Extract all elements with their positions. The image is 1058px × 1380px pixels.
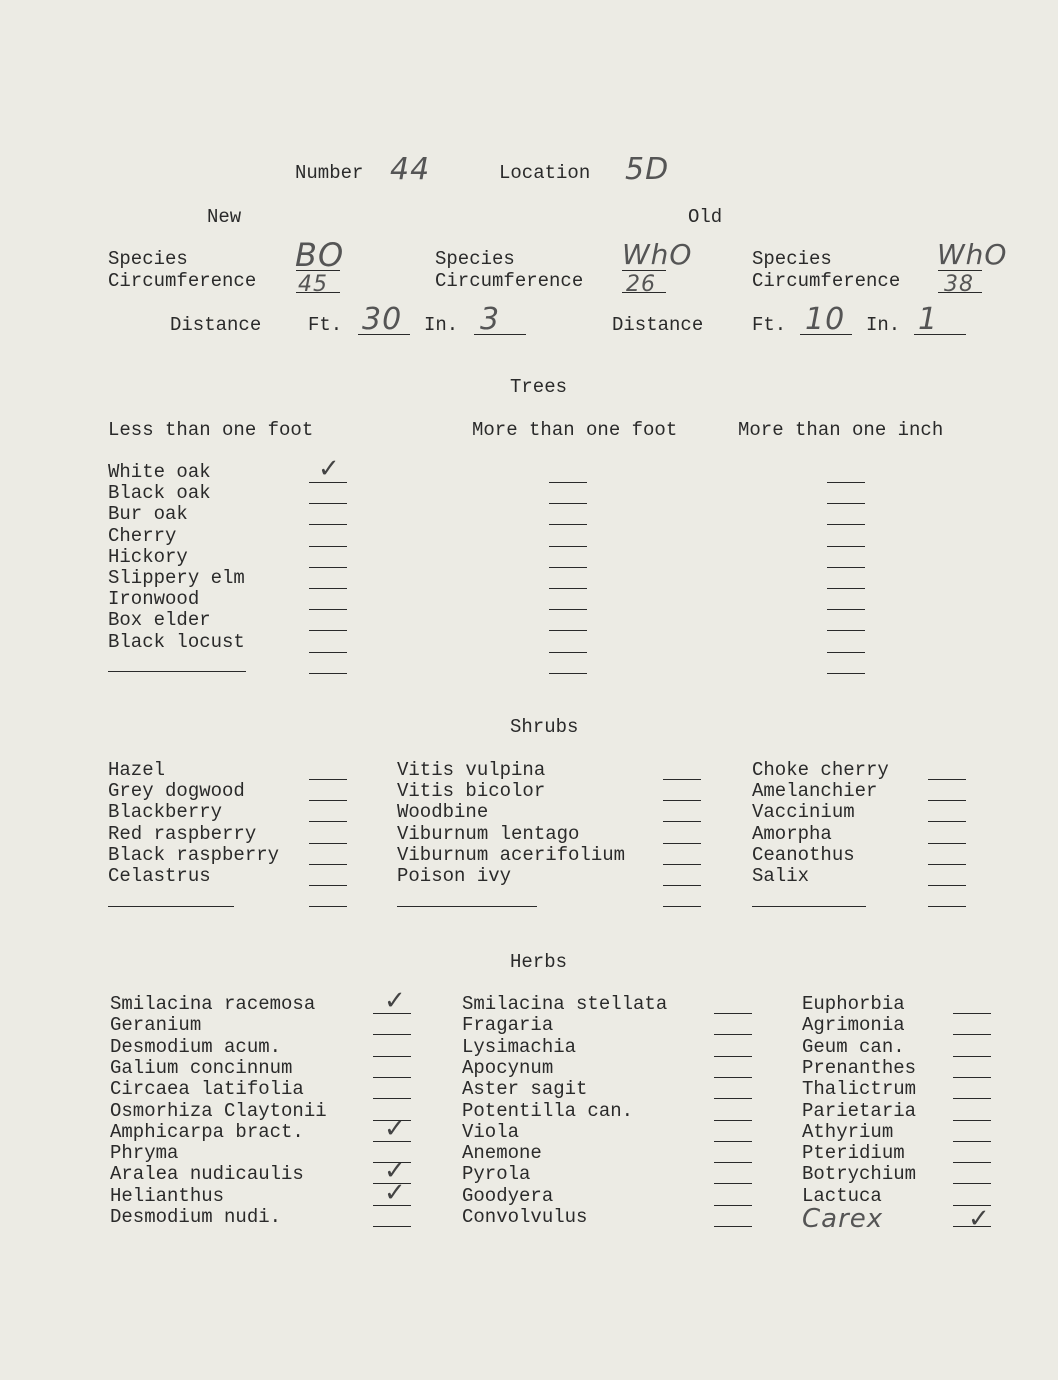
entry-blank[interactable] — [373, 1098, 411, 1099]
herb-species-label: Pyrola — [462, 1163, 531, 1185]
entry-blank[interactable] — [827, 652, 865, 653]
entry-blank[interactable] — [309, 609, 347, 610]
write-in-line[interactable] — [752, 906, 866, 907]
herb-species-label: Geranium — [110, 1014, 202, 1036]
entry-blank[interactable] — [663, 864, 701, 865]
shrub-species-label: Poison ivy — [397, 865, 512, 887]
entry-blank[interactable] — [827, 588, 865, 589]
entry-blank[interactable] — [953, 1013, 991, 1014]
entry-blank[interactable] — [309, 567, 347, 568]
tree-species-label: Black locust — [108, 631, 245, 653]
herb-species-label: Athyrium — [802, 1121, 894, 1143]
herb-species-label: Galium concinnum — [110, 1057, 293, 1079]
write-in-line[interactable] — [397, 906, 537, 907]
entry-blank[interactable] — [549, 673, 587, 674]
entry-blank[interactable] — [663, 885, 701, 886]
entry-blank[interactable] — [714, 1141, 752, 1142]
new-in-label: In. — [424, 314, 459, 336]
entry-blank[interactable] — [714, 1077, 752, 1078]
new-in-value: 3 — [480, 302, 501, 337]
shrub-species-label: Vitis bicolor — [397, 780, 546, 802]
write-in-line[interactable] — [108, 906, 234, 907]
entry-blank[interactable] — [953, 1077, 991, 1078]
herb-species-label: Helianthus — [110, 1185, 225, 1207]
herb-species-label: Osmorhiza Claytonii — [110, 1100, 327, 1122]
entry-blank[interactable] — [309, 652, 347, 653]
herb-species-label: Smilacina racemosa — [110, 993, 316, 1015]
old-b-species-label: Species — [752, 248, 832, 270]
shrub-species-label: Hazel — [108, 759, 166, 781]
entry-blank[interactable] — [953, 1141, 991, 1142]
entry-blank[interactable] — [663, 779, 701, 780]
herb-species-label: Anemone — [462, 1142, 542, 1164]
entry-blank[interactable] — [663, 906, 701, 907]
entry-blank[interactable] — [373, 1120, 411, 1121]
old-a-circ-value: 26 — [626, 272, 656, 297]
entry-blank[interactable] — [309, 885, 347, 886]
location-value: 5D — [625, 152, 670, 187]
herb-species-label: Goodyera — [462, 1185, 554, 1207]
entry-blank[interactable] — [714, 1162, 752, 1163]
write-in-line[interactable] — [108, 671, 246, 672]
entry-blank[interactable] — [309, 906, 347, 907]
herb-species-label: Pteridium — [802, 1142, 905, 1164]
entry-blank[interactable] — [309, 673, 347, 674]
new-circ-value: 45 — [298, 272, 328, 297]
old-a-species-label: Species — [435, 248, 515, 270]
entry-blank[interactable] — [827, 673, 865, 674]
old-ft-label: Ft. — [752, 314, 787, 336]
entry-blank[interactable] — [309, 779, 347, 780]
new-distance-label: Distance — [170, 314, 262, 336]
shrub-species-label: Choke cherry — [752, 759, 889, 781]
tree-species-label: Box elder — [108, 609, 211, 631]
entry-blank[interactable] — [928, 906, 966, 907]
entry-blank[interactable] — [928, 864, 966, 865]
shrub-species-label: Black raspberry — [108, 844, 280, 866]
herbs-title: Herbs — [510, 951, 568, 973]
old-b-species-value: WhO — [937, 238, 1008, 271]
new-species-label: Species — [108, 248, 188, 270]
entry-blank[interactable] — [549, 567, 587, 568]
entry-blank[interactable] — [714, 1205, 752, 1206]
old-in-value: 1 — [918, 302, 939, 337]
trees-col2-header: More than one foot — [472, 419, 678, 441]
new-ft-value: 30 — [362, 302, 403, 337]
entry-blank[interactable] — [373, 1077, 411, 1078]
tree-species-label: Ironwood — [108, 588, 200, 610]
herb-handwritten-label: Carex — [802, 1204, 884, 1234]
entry-blank[interactable] — [827, 630, 865, 631]
entry-blank[interactable] — [309, 503, 347, 504]
old-a-species-value: WhO — [622, 238, 693, 271]
herb-species-label: Aralea nudicaulis — [110, 1163, 304, 1185]
tree-species-label: Black oak — [108, 482, 211, 504]
herb-species-label: Prenanthes — [802, 1057, 917, 1079]
shrub-species-label: Red raspberry — [108, 823, 257, 845]
tree-species-label: Hickory — [108, 546, 188, 568]
herb-species-label: Apocynum — [462, 1057, 554, 1079]
shrub-species-label: Woodbine — [397, 801, 489, 823]
old-distance-label: Distance — [612, 314, 704, 336]
entry-blank[interactable] — [827, 609, 865, 610]
tree-species-label: White oak — [108, 461, 211, 483]
trees-col3-header: More than one inch — [738, 419, 944, 441]
herb-species-label: Agrimonia — [802, 1014, 905, 1036]
herb-species-label: Circaea latifolia — [110, 1078, 304, 1100]
shrub-species-label: Vaccinium — [752, 801, 855, 823]
check-mark-icon: ✓ — [318, 454, 340, 484]
herb-species-label: Euphorbia — [802, 993, 905, 1015]
herb-species-label: Smilacina stellata — [462, 993, 668, 1015]
entry-blank[interactable] — [309, 588, 347, 589]
entry-blank[interactable] — [309, 800, 347, 801]
entry-blank[interactable] — [714, 1120, 752, 1121]
entry-blank[interactable] — [953, 1183, 991, 1184]
entry-blank[interactable] — [373, 1013, 411, 1014]
entry-blank[interactable] — [953, 1098, 991, 1099]
shrub-species-label: Amorpha — [752, 823, 832, 845]
entry-blank[interactable] — [549, 524, 587, 525]
tree-species-label: Cherry — [108, 525, 177, 547]
herb-species-label: Amphicarpa bract. — [110, 1121, 304, 1143]
entry-blank[interactable] — [549, 588, 587, 589]
shrub-species-label: Viburnum acerifolium — [397, 844, 626, 866]
check-mark-icon: ✓ — [384, 986, 406, 1016]
entry-blank[interactable] — [714, 1226, 752, 1227]
entry-blank[interactable] — [827, 546, 865, 547]
entry-blank[interactable] — [953, 1034, 991, 1035]
herb-species-label: Aster sagit — [462, 1078, 588, 1100]
new-species-value: BO — [295, 236, 345, 274]
shrub-species-label: Celastrus — [108, 865, 211, 887]
entry-blank[interactable] — [714, 1013, 752, 1014]
number-value: 44 — [390, 152, 431, 187]
new-title: New — [207, 206, 242, 228]
entry-blank[interactable] — [309, 546, 347, 547]
entry-blank[interactable] — [549, 482, 587, 483]
entry-blank[interactable] — [714, 1034, 752, 1035]
herb-species-label: Geum can. — [802, 1036, 905, 1058]
herb-species-label: Desmodium nudi. — [110, 1206, 282, 1228]
old-in-label: In. — [866, 314, 901, 336]
check-mark-icon: ✓ — [968, 1204, 990, 1234]
trees-col1-header: Less than one foot — [108, 419, 314, 441]
shrubs-title: Shrubs — [510, 716, 579, 738]
entry-blank[interactable] — [373, 1034, 411, 1035]
old-ft-value: 10 — [805, 302, 846, 337]
entry-blank[interactable] — [309, 821, 347, 822]
check-mark-icon: ✓ — [384, 1156, 406, 1186]
tree-species-label: Slippery elm — [108, 567, 245, 589]
new-circ-label: Circumference — [108, 270, 257, 292]
entry-blank[interactable] — [373, 1162, 411, 1163]
entry-blank[interactable] — [663, 821, 701, 822]
entry-blank[interactable] — [928, 843, 966, 844]
entry-blank[interactable] — [827, 482, 865, 483]
entry-blank[interactable] — [373, 1226, 411, 1227]
entry-blank[interactable] — [928, 779, 966, 780]
entry-blank[interactable] — [953, 1162, 991, 1163]
shrub-species-label: Blackberry — [108, 801, 223, 823]
entry-blank[interactable] — [373, 1183, 411, 1184]
herb-species-label: Potentilla can. — [462, 1100, 634, 1122]
herb-species-label: Parietaria — [802, 1100, 917, 1122]
entry-blank[interactable] — [827, 503, 865, 504]
shrub-species-label: Amelanchier — [752, 780, 878, 802]
entry-blank[interactable] — [827, 524, 865, 525]
shrub-species-label: Grey dogwood — [108, 780, 245, 802]
old-b-circ-label: Circumference — [752, 270, 901, 292]
herb-species-label: Desmodium acum. — [110, 1036, 282, 1058]
old-b-circ-value: 38 — [944, 272, 974, 297]
new-ft-label: Ft. — [308, 314, 343, 336]
check-mark-icon: ✓ — [384, 1114, 406, 1144]
entry-blank[interactable] — [663, 843, 701, 844]
entry-blank[interactable] — [309, 482, 347, 483]
shrub-species-label: Viburnum lentago — [397, 823, 580, 845]
herb-species-label: Viola — [462, 1121, 520, 1143]
shrub-species-label: Salix — [752, 865, 810, 887]
check-mark-icon: ✓ — [384, 1178, 406, 1208]
entry-blank[interactable] — [714, 1056, 752, 1057]
herb-species-label: Phryma — [110, 1142, 179, 1164]
shrub-species-label: Vitis vulpina — [397, 759, 546, 781]
herb-species-label: Thalictrum — [802, 1078, 917, 1100]
entry-blank[interactable] — [928, 821, 966, 822]
location-label: Location — [499, 162, 591, 184]
herb-species-label: Botrychium — [802, 1163, 917, 1185]
herb-species-label: Lactuca — [802, 1185, 882, 1207]
entry-blank[interactable] — [549, 503, 587, 504]
tree-species-label: Bur oak — [108, 503, 188, 525]
entry-blank[interactable] — [663, 800, 701, 801]
entry-blank[interactable] — [827, 567, 865, 568]
entry-blank[interactable] — [549, 630, 587, 631]
entry-blank[interactable] — [714, 1098, 752, 1099]
entry-blank[interactable] — [309, 843, 347, 844]
entry-blank[interactable] — [373, 1205, 411, 1206]
number-label: Number — [295, 162, 364, 184]
entry-blank[interactable] — [953, 1120, 991, 1121]
old-a-circ-label: Circumference — [435, 270, 584, 292]
entry-blank[interactable] — [714, 1183, 752, 1184]
entry-blank[interactable] — [928, 800, 966, 801]
entry-blank[interactable] — [928, 885, 966, 886]
shrub-species-label: Ceanothus — [752, 844, 855, 866]
entry-blank[interactable] — [309, 630, 347, 631]
herb-species-label: Fragaria — [462, 1014, 554, 1036]
entry-blank[interactable] — [549, 652, 587, 653]
herb-species-label: Lysimachia — [462, 1036, 577, 1058]
entry-blank[interactable] — [373, 1056, 411, 1057]
entry-blank[interactable] — [953, 1056, 991, 1057]
old-title: Old — [688, 206, 723, 228]
entry-blank[interactable] — [373, 1141, 411, 1142]
trees-title: Trees — [510, 376, 568, 398]
entry-blank[interactable] — [309, 864, 347, 865]
entry-blank[interactable] — [549, 609, 587, 610]
herb-species-label: Convolvulus — [462, 1206, 588, 1228]
entry-blank[interactable] — [549, 546, 587, 547]
entry-blank[interactable] — [309, 524, 347, 525]
